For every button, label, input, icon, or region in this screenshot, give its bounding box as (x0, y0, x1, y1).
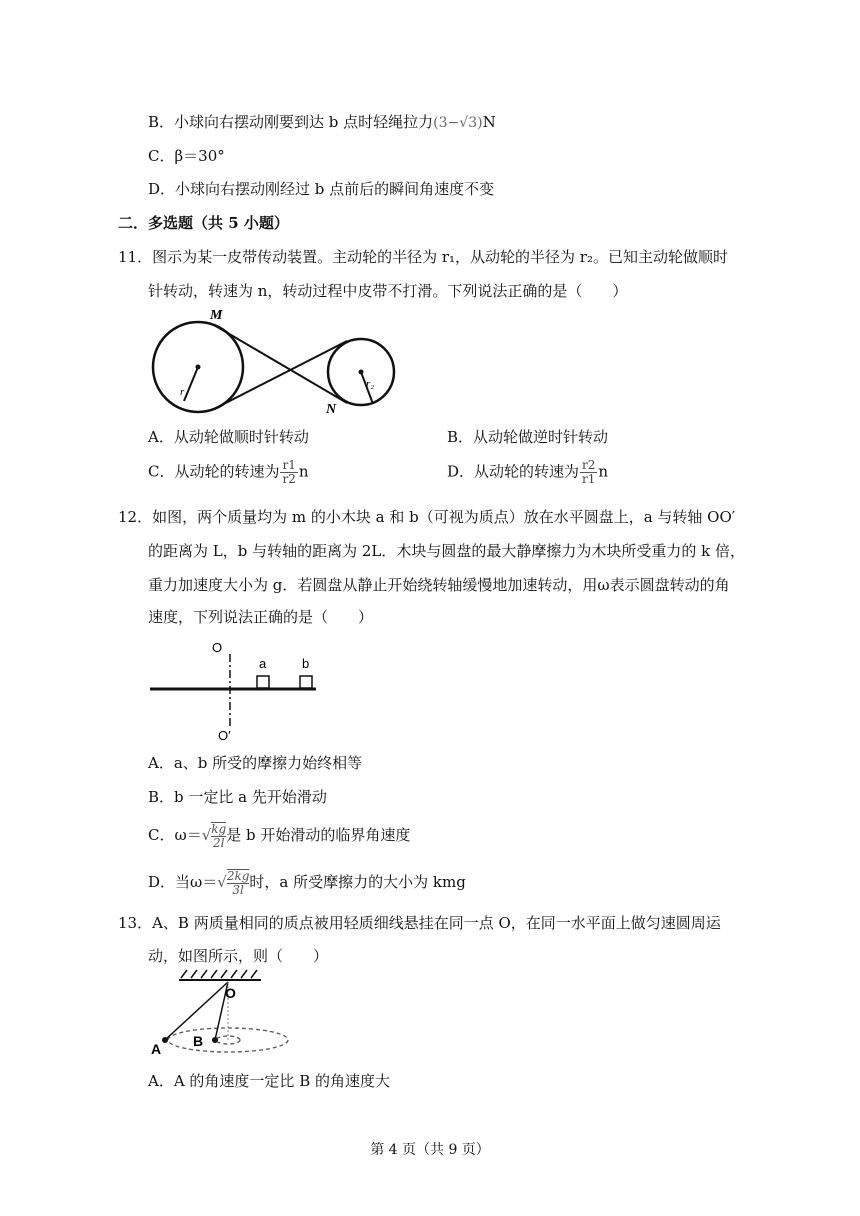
q12-option-c (148, 822, 410, 850)
frac-denominator: r1 (582, 472, 596, 486)
q11-option-d-text: D．从动轮的转速为 (447, 462, 580, 481)
q13-stem-line-2: 动，如图所示，则（ ） (148, 947, 329, 965)
q10-option-b-unit: N (482, 113, 496, 131)
q10-option-d: D．小球向右摆动刚经过 b 点前后的瞬间角速度不变 (148, 180, 495, 198)
frac-numerator: r2 (582, 458, 596, 472)
q12-disk-figure (150, 636, 330, 746)
sqrt-numerator: kg (211, 822, 227, 836)
q11-option-d (447, 459, 608, 486)
q13-conical-pendulum-figure (145, 968, 295, 1060)
q12-option-d-sqrt: √ $\frac{2kg}{3l}$ (217, 869, 250, 897)
q11-stem-line-1: 11．图示为某一皮带传动装置。主动轮的半径为 r₁，从动轮的半径为 r₂。已知主动轮做顺时 (118, 248, 728, 266)
q13-option-a: A．A 的角速度一定比 B 的角速度大 (148, 1072, 390, 1090)
q12-stem-line-4: 速度，下列说法正确的是（ ） (148, 608, 374, 626)
q10-option-b (148, 112, 496, 133)
q11-option-d-suffix: n (598, 462, 609, 481)
q11-option-c-text: C．从动轮的转速为 (148, 462, 280, 481)
page-footer: 第 4 页（共 9 页） (370, 1142, 490, 1158)
label-r2: r₂ (366, 378, 375, 390)
q11-option-c-suffix: n (298, 462, 309, 481)
q12-option-d-text: D．当ω＝ (148, 873, 218, 891)
label-b: B (193, 1033, 204, 1049)
q11-stem-line-2: 针转动，转速为 n，转动过程中皮带不打滑。下列说法正确的是（ ） (148, 282, 628, 300)
q11-option-a: A．从动轮做顺时针转动 (148, 428, 309, 446)
q12-option-c-suffix: 是 b 开始滑动的临界角速度 (226, 826, 411, 844)
label-o: O (212, 640, 223, 655)
q11-option-d-fraction (580, 459, 597, 486)
label-r1: r₁ (180, 386, 189, 398)
q13-stem-line-1: 13．A、B 两质量相同的质点被用轻质细线悬挂在同一点 O，在同一水平面上做匀速圆周运 (118, 914, 721, 932)
q11-option-c (148, 459, 309, 486)
q12-option-b: B．b 一定比 a 先开始滑动 (148, 788, 327, 806)
q10-option-b-expression: (3−√3) (433, 115, 483, 131)
q12-option-d-suffix: 时，a 所受摩擦力的大小为 kmg (249, 873, 466, 891)
label-n: N (326, 402, 337, 417)
q11-option-c-fraction (280, 459, 297, 486)
q12-option-a: A．a、b 所受的摩擦力始终相等 (148, 754, 363, 772)
q12-option-d (148, 869, 466, 897)
sqrt-denominator: 3l (232, 883, 244, 897)
frac-denominator: r2 (282, 472, 296, 486)
q12-stem-line-1: 12．如图，两个质量均为 m 的小木块 a 和 b（可视为质点）放在水平圆盘上，a 与转轴 OO′ (118, 508, 736, 526)
label-a: A (151, 1041, 162, 1057)
q11-option-b: B．从动轮做逆时针转动 (447, 428, 609, 446)
q10-option-c: C．β＝30° (148, 147, 225, 165)
label-o: O (225, 985, 236, 1001)
q12-stem-line-3: 重力加速度大小为 g．若圆盘从静止开始绕转轴缓慢地加速转动，用ω表示圆盘转动的角 (148, 576, 730, 594)
sqrt-denominator: 2l (213, 836, 225, 850)
label-a: a (259, 656, 267, 671)
q10-option-b-text: B．小球向右摆动刚要到达 b 点时轻绳拉力 (148, 113, 434, 131)
sqrt-numerator: 2kg (226, 869, 250, 883)
frac-numerator: r1 (282, 458, 296, 472)
label-m: M (210, 308, 223, 323)
q12-option-c-text: C．ω＝ (148, 826, 202, 844)
q11-belt-pulley-figure (140, 305, 420, 415)
label-o-prime: O′ (218, 728, 231, 743)
q12-stem-line-2: 的距离为 L，b 与转轴的距离为 2L．木块与圆盘的最大静摩擦力为木块所受重力的 k 倍， (148, 542, 746, 560)
q12-option-c-sqrt: √ $\frac{kg}{2l}$ (201, 822, 227, 850)
section-heading: 二．多选题（共 5 小题） (118, 214, 289, 232)
label-b: b (302, 656, 310, 671)
